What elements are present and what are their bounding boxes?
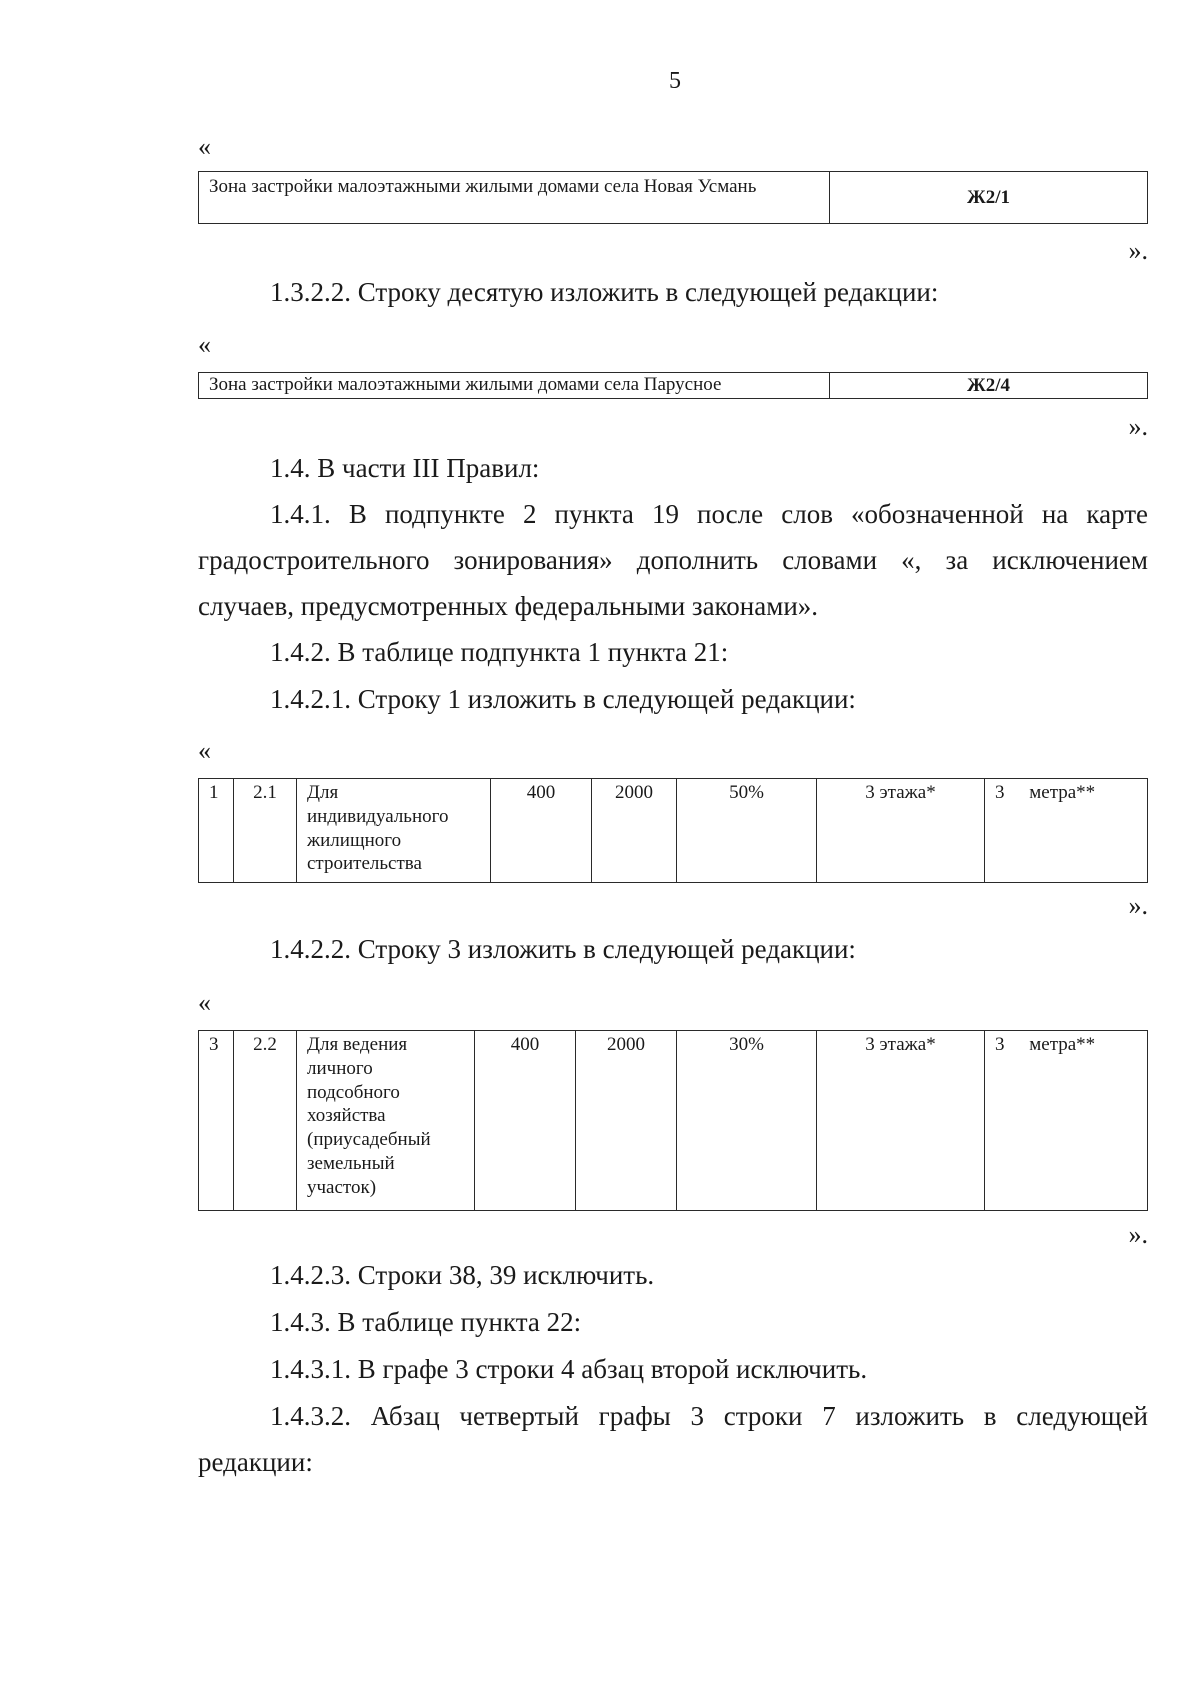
quote-open: « — [198, 132, 211, 161]
row-number-cell: 3 — [199, 1031, 234, 1211]
table-row — [199, 1031, 1148, 1211]
max-area-cell: 2000 — [576, 1031, 677, 1211]
setback-cell: 3 метра** — [985, 779, 1148, 883]
paragraph-1-4-1-line2: градостроительного зонирования» дополнить словами «, за исключением — [198, 545, 1148, 575]
floors-cell: 3 этажа* — [817, 1031, 985, 1211]
table-row — [199, 779, 1148, 883]
zone-table-1 — [198, 171, 1148, 224]
coverage-percent-cell: 50% — [677, 779, 817, 883]
floors-cell: 3 этажа* — [817, 779, 985, 883]
max-area-cell: 2000 — [592, 779, 677, 883]
page-number: 5 — [669, 68, 681, 94]
table-row — [199, 172, 1148, 224]
quote-open: « — [198, 330, 211, 359]
use-code-cell: 2.1 — [234, 779, 297, 883]
quote-close: ». — [1128, 891, 1148, 920]
regulation-row-3-table — [198, 1030, 1148, 1211]
purpose-cell: Для ведения личного подсобного хозяйства (приусадебный земельный участок) — [297, 1031, 475, 1211]
paragraph-1-4-2-3: 1.4.2.3. Строки 38, 39 исключить. — [270, 1260, 655, 1290]
paragraph-1-4-2-1: 1.4.2.1. Строку 1 изложить в следующей редакции: — [270, 684, 856, 714]
paragraph-1-4-1-line3: случаев, предусмотренных федеральными законами». — [198, 591, 819, 621]
zone-code-cell: Ж2/1 — [830, 172, 1148, 224]
quote-open: « — [198, 988, 211, 1017]
paragraph-1-4-3-2-line2: редакции: — [198, 1447, 313, 1477]
zone-name-cell: Зона застройки малоэтажными жилыми домами села Новая Усмань — [199, 172, 830, 224]
min-area-cell: 400 — [475, 1031, 576, 1211]
quote-open: « — [198, 736, 211, 765]
row-number-cell: 1 — [199, 779, 234, 883]
paragraph-1-4-3-2-line1: 1.4.3.2. Абзац четвертый графы 3 строки 7 изложить в следующей — [270, 1401, 1148, 1431]
use-code-cell: 2.2 — [234, 1031, 297, 1211]
paragraph-1-4-2-2: 1.4.2.2. Строку 3 изложить в следующей редакции: — [270, 934, 856, 964]
min-area-cell: 400 — [491, 779, 592, 883]
coverage-percent-cell: 30% — [677, 1031, 817, 1211]
paragraph-1-4-1-line1: 1.4.1. В подпункте 2 пункта 19 после слов «обозначенной на карте — [270, 499, 1148, 529]
paragraph-1-4-3: 1.4.3. В таблице пункта 22: — [270, 1307, 582, 1337]
zone-name-cell: Зона застройки малоэтажными жилыми домами села Парусное — [199, 373, 830, 399]
purpose-cell: Для индивидуального жилищного строительства — [297, 779, 491, 883]
paragraph-1-3-2-2: 1.3.2.2. Строку десятую изложить в следующей редакции: — [270, 277, 939, 307]
paragraph-1-4-3-1: 1.4.3.1. В графе 3 строки 4 абзац второй исключить. — [270, 1354, 868, 1384]
table-row — [199, 373, 1148, 399]
zone-code-cell: Ж2/4 — [830, 373, 1148, 399]
regulation-row-1-table — [198, 778, 1148, 883]
quote-close: ». — [1128, 236, 1148, 265]
paragraph-1-4-2: 1.4.2. В таблице подпункта 1 пункта 21: — [270, 637, 729, 667]
setback-cell: 3 метра** — [985, 1031, 1148, 1211]
quote-close: ». — [1128, 412, 1148, 441]
paragraph-1-4: 1.4. В части III Правил: — [270, 453, 540, 483]
zone-table-2 — [198, 372, 1148, 399]
quote-close: ». — [1128, 1220, 1148, 1249]
